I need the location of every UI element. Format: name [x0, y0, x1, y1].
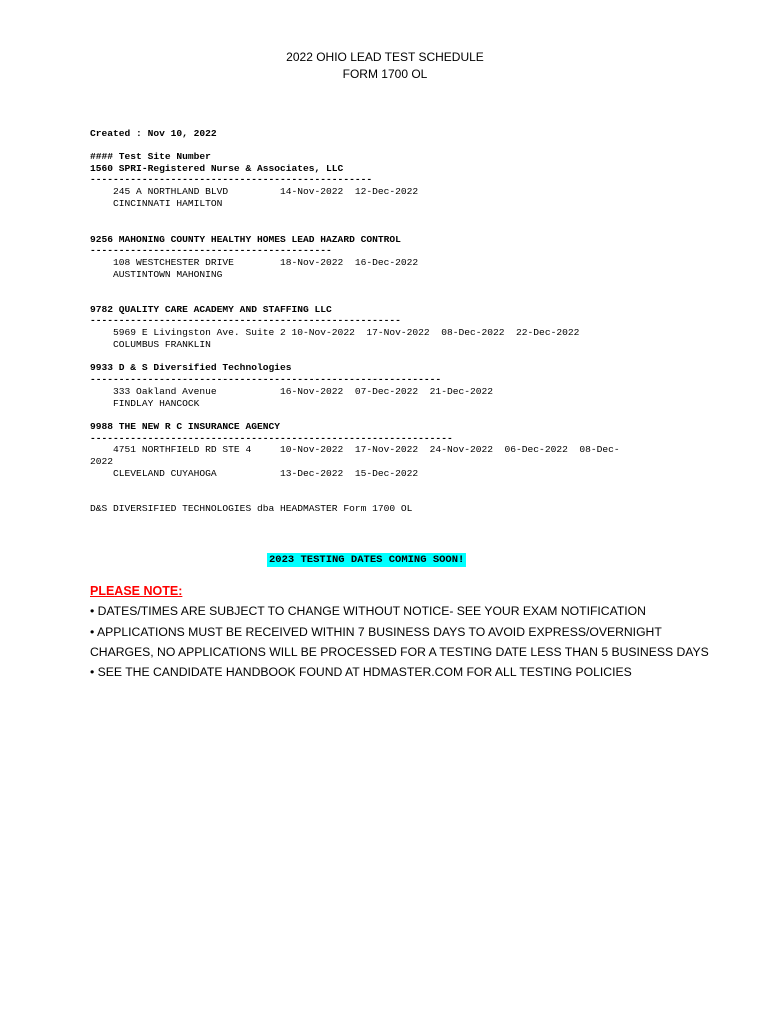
site-address-dates: 108 WESTCHESTER DRIVE 18-Nov-2022 16-Dec-2022	[90, 257, 419, 268]
site-city-county: COLUMBUS FRANKLIN	[90, 339, 211, 350]
note-item: • SEE THE CANDIDATE HANDBOOK FOUND AT HDMASTER.COM FOR ALL TESTING POLICIES	[90, 665, 632, 679]
site-heading: 9988 THE NEW R C INSURANCE AGENCY	[90, 421, 280, 432]
site-heading: 1560 SPRI-Registered Nurse & Associates, LLC	[90, 163, 344, 174]
site-rule: -------------------------------------------------------------	[90, 374, 442, 385]
note-item: CHARGES, NO APPLICATIONS WILL BE PROCESSED FOR A TESTING DATE LESS THAN 5 BUSINESS DAYS	[90, 645, 709, 659]
site-city-county: AUSTINTOWN MAHONING	[90, 269, 223, 280]
note-item: • DATES/TIMES ARE SUBJECT TO CHANGE WITHOUT NOTICE- SEE YOUR EXAM NOTIFICATION	[90, 604, 646, 618]
footer-line: D&S DIVERSIFIED TECHNOLOGIES dba HEADMASTER Form 1700 OL	[90, 503, 413, 514]
site-rule: ---------------------------------------------------------------	[90, 433, 453, 444]
created-date: Created : Nov 10, 2022	[90, 128, 217, 139]
site-date-wrap: 2022	[90, 456, 114, 467]
form-number: FORM 1700 OL	[342, 67, 428, 81]
site-address-dates: 333 Oakland Avenue 16-Nov-2022 07-Dec-2022 21-Dec-2022	[90, 386, 494, 397]
site-rule: ------------------------------------------------------	[90, 315, 401, 326]
note-heading: PLEASE NOTE:	[90, 584, 183, 598]
site-address-dates: 4751 NORTHFIELD RD STE 4 10-Nov-2022 17-Nov-2022 24-Nov-2022 06-Dec-2022 08-Dec-	[90, 444, 620, 455]
site-rule: -------------------------------------------------	[90, 174, 373, 185]
testing-dates-banner: 2023 TESTING DATES COMING SOON!	[269, 554, 465, 566]
site-address-dates: 245 A NORTHLAND BLVD 14-Nov-2022 12-Dec-2022	[90, 186, 419, 197]
site-number-header: #### Test Site Number	[90, 151, 211, 162]
site-rule: ------------------------------------------	[90, 245, 332, 256]
site-heading: 9782 QUALITY CARE ACADEMY AND STAFFING LLC	[90, 304, 332, 315]
note-item: • APPLICATIONS MUST BE RECEIVED WITHIN 7 BUSINESS DAYS TO AVOID EXPRESS/OVERNIGHT	[90, 625, 662, 639]
site-city-county: FINDLAY HANCOCK	[90, 398, 200, 409]
site-city-county-dates: CLEVELAND CUYAHOGA 13-Dec-2022 15-Dec-2022	[90, 468, 419, 479]
site-heading: 9933 D & S Diversified Technologies	[90, 362, 292, 373]
site-heading: 9256 MAHONING COUNTY HEALTHY HOMES LEAD HAZARD CONTROL	[90, 234, 401, 245]
site-address-dates: 5969 E Livingston Ave. Suite 2 10-Nov-2022 17-Nov-2022 08-Dec-2022 22-Dec-2022	[90, 327, 580, 338]
site-city-county: CINCINNATI HAMILTON	[90, 198, 223, 209]
document-title: 2022 OHIO LEAD TEST SCHEDULE	[286, 50, 484, 64]
